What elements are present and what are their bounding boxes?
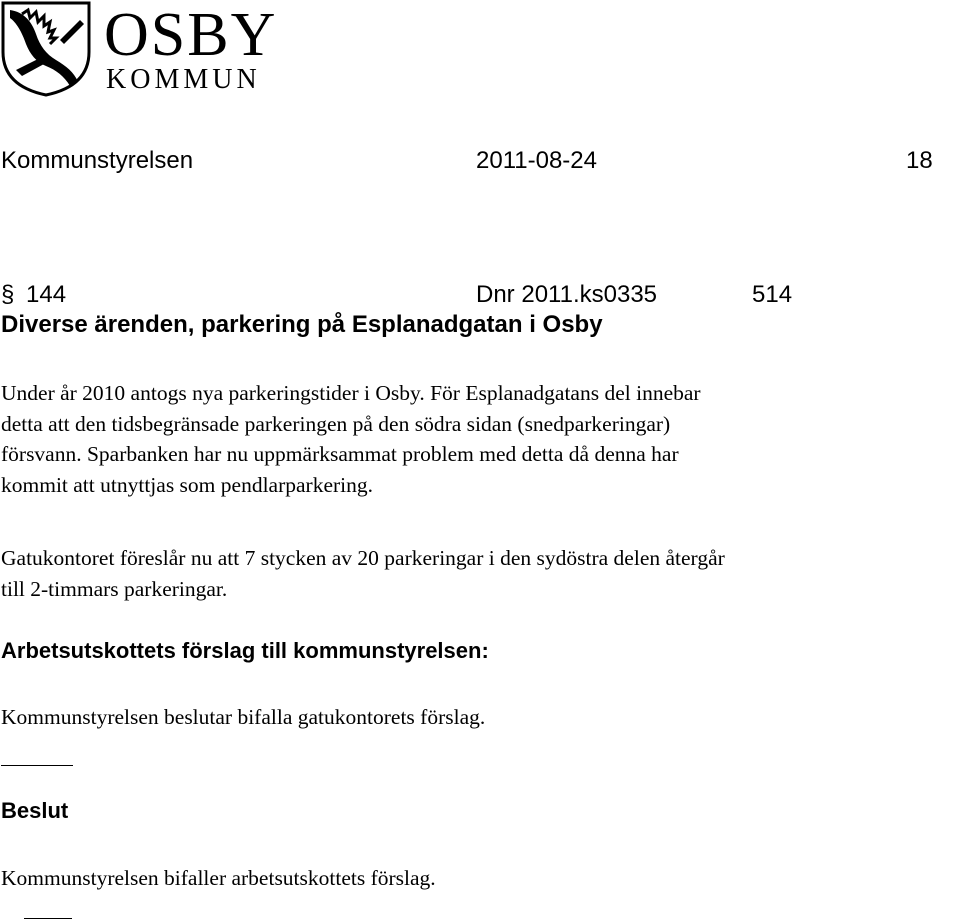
paragraph-line: kommit att utnyttjas som pendlarparkering. <box>1 472 373 497</box>
divider <box>24 918 72 919</box>
section-code: 514 <box>752 281 793 308</box>
paragraph-line: Gatukontoret föreslår nu att 7 stycken av 20 parkeringar i den sydöstra delen återgår <box>1 546 725 570</box>
paragraph-line: detta att den tidsbegränsade parkeringen på den södra sidan (snedparkeringar) <box>1 411 671 436</box>
header-page-number: 18 <box>906 147 933 174</box>
paragraph-line: Under år 2010 antogs nya parkeringstider i Osby. För Esplanadgatans del innebar <box>1 381 701 405</box>
proposal-text: Kommunstyrelsen beslutar bifalla gatukontorets förslag. <box>1 705 486 729</box>
divider <box>1 765 73 766</box>
logo-subname: KOMMUN <box>106 64 261 95</box>
paragraph-line: försvann. Sparbanken har nu uppmärksammat problem med detta då denna har <box>1 442 679 466</box>
proposal-heading: Arbetsutskottets förslag till kommunstyrelsen: <box>1 638 489 663</box>
header-date: 2011-08-24 <box>476 147 597 174</box>
section-title: Diverse ärenden, parkering på Esplanadgatan i Osby <box>1 311 603 338</box>
header-body: Kommunstyrelsen <box>1 147 194 174</box>
section-symbol: § <box>1 281 15 308</box>
logo-name: OSBY <box>104 1 278 69</box>
paragraph-background <box>1 378 951 500</box>
paragraph-proposal-details <box>1 543 951 604</box>
section-number: 144 <box>26 281 67 308</box>
osby-coat-of-arms-icon <box>0 0 92 97</box>
decision-heading: Beslut <box>1 798 69 823</box>
paragraph-line: till 2-timmars parkeringar. <box>1 576 228 601</box>
section-dnr: Dnr 2011.ks0335 <box>476 281 658 308</box>
decision-text: Kommunstyrelsen bifaller arbetsutskottets förslag. <box>1 866 436 890</box>
